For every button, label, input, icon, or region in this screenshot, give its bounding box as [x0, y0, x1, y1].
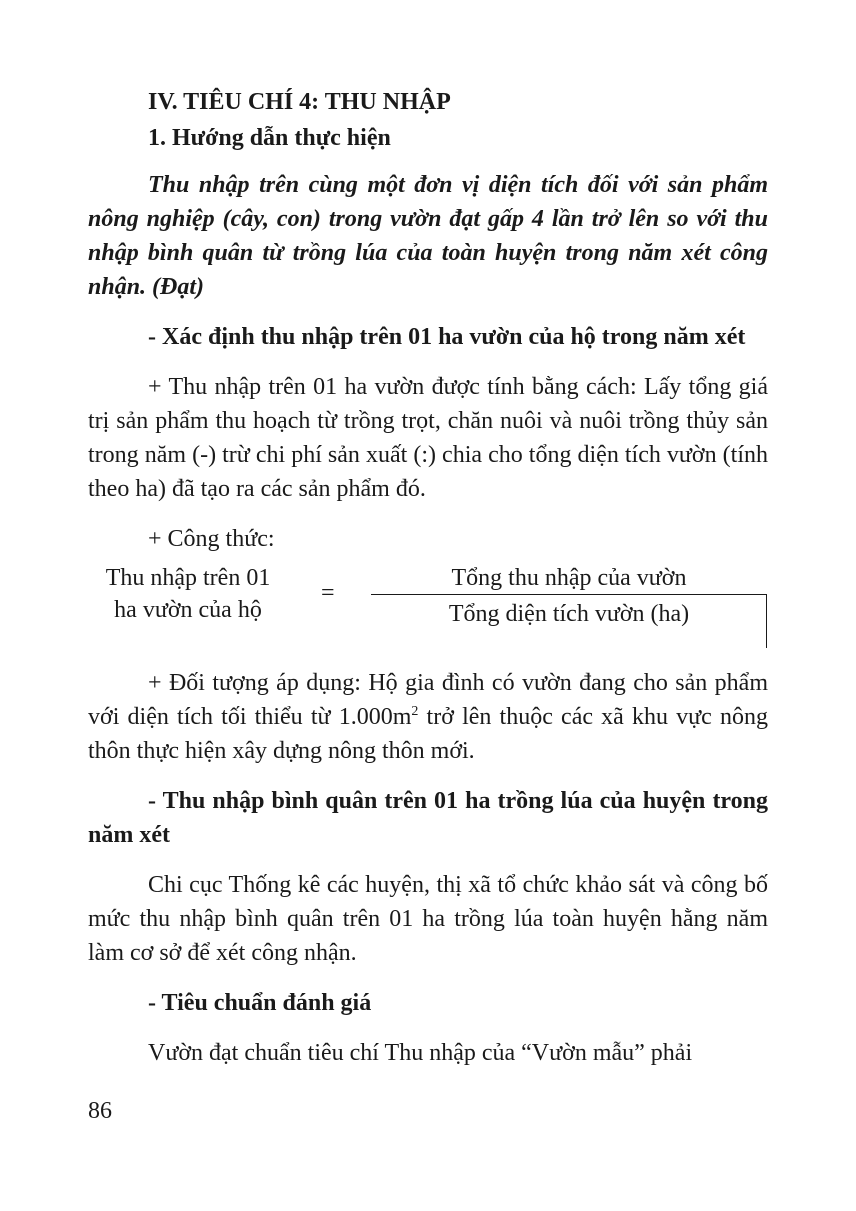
formula-numerator: Tổng thu nhập của vườn: [371, 562, 767, 595]
section-1-title: - Xác định thu nhập trên 01 ha vườn của hộ trong năm xét: [148, 324, 746, 350]
formula-label: + Công thức:: [148, 526, 275, 552]
formula-lhs-line1: Thu nhập trên 01: [105, 565, 271, 591]
subsection-heading: 1. Hướng dẫn thực hiện: [148, 125, 391, 151]
section-heading: IV. TIÊU CHÍ 4: THU NHẬP: [148, 89, 451, 115]
formula-fraction: [371, 562, 767, 632]
criterion-statement: Thu nhập trên cùng một đơn vị diện tích đối với sản phẩm nông nghiệp (cây, con) trong vườn đạt gấp 4 lần trở lên so với thu nhập bình quân từ trồng lúa của toàn huyện trong năm xét công nhận. (Đạt): [88, 172, 768, 300]
formula-lhs: [88, 562, 288, 626]
section-2-body: Chi cục Thống kê các huyện, thị xã tổ chức khảo sát và công bố mức thu nhập bình quân trên 01 ha trồng lúa toàn huyện hằng năm làm cơ sở để xét công nhận.: [88, 872, 768, 966]
section-3-title: - Tiêu chuẩn đánh giá: [148, 990, 372, 1016]
superscript-2: 2: [411, 704, 419, 719]
section-3-body: Vườn đạt chuẩn tiêu chí Thu nhập của “Vườn mẫu” phải: [148, 1040, 693, 1066]
page-content: [88, 82, 768, 1086]
formula-lhs-line2: ha vườn của hộ: [114, 597, 262, 623]
page-number: 86: [88, 1098, 112, 1124]
section-2-title: - Thu nhập bình quân trên 01 ha trồng lúa của huyện trong năm xét: [88, 788, 768, 848]
applicable-subjects: [88, 666, 768, 768]
applicable-text-before: + Đối tượng áp dụng: Hộ gia đình có vườn đang cho sản phẩm với diện tích tối thiểu từ 1.000m: [88, 670, 768, 730]
formula-table-border: [766, 594, 768, 648]
formula: [88, 562, 768, 654]
applicable-text-after: trở lên thuộc các xã khu vực nông thôn thực hiện xây dựng nông thôn mới.: [88, 704, 769, 764]
calculation-method: + Thu nhập trên 01 ha vườn được tính bằng cách: Lấy tổng giá trị sản phẩm thu hoạch từ trồng trọt, chăn nuôi và nuôi trồng thủy sản trong năm (-) trừ chi phí sản xuất (:) chia cho tổng diện tích vườn (tính theo ha) đã tạo ra các sản phẩm đó.: [88, 374, 768, 502]
formula-denominator: Tổng diện tích vườn (ha): [448, 601, 690, 627]
formula-equals: =: [321, 580, 335, 606]
